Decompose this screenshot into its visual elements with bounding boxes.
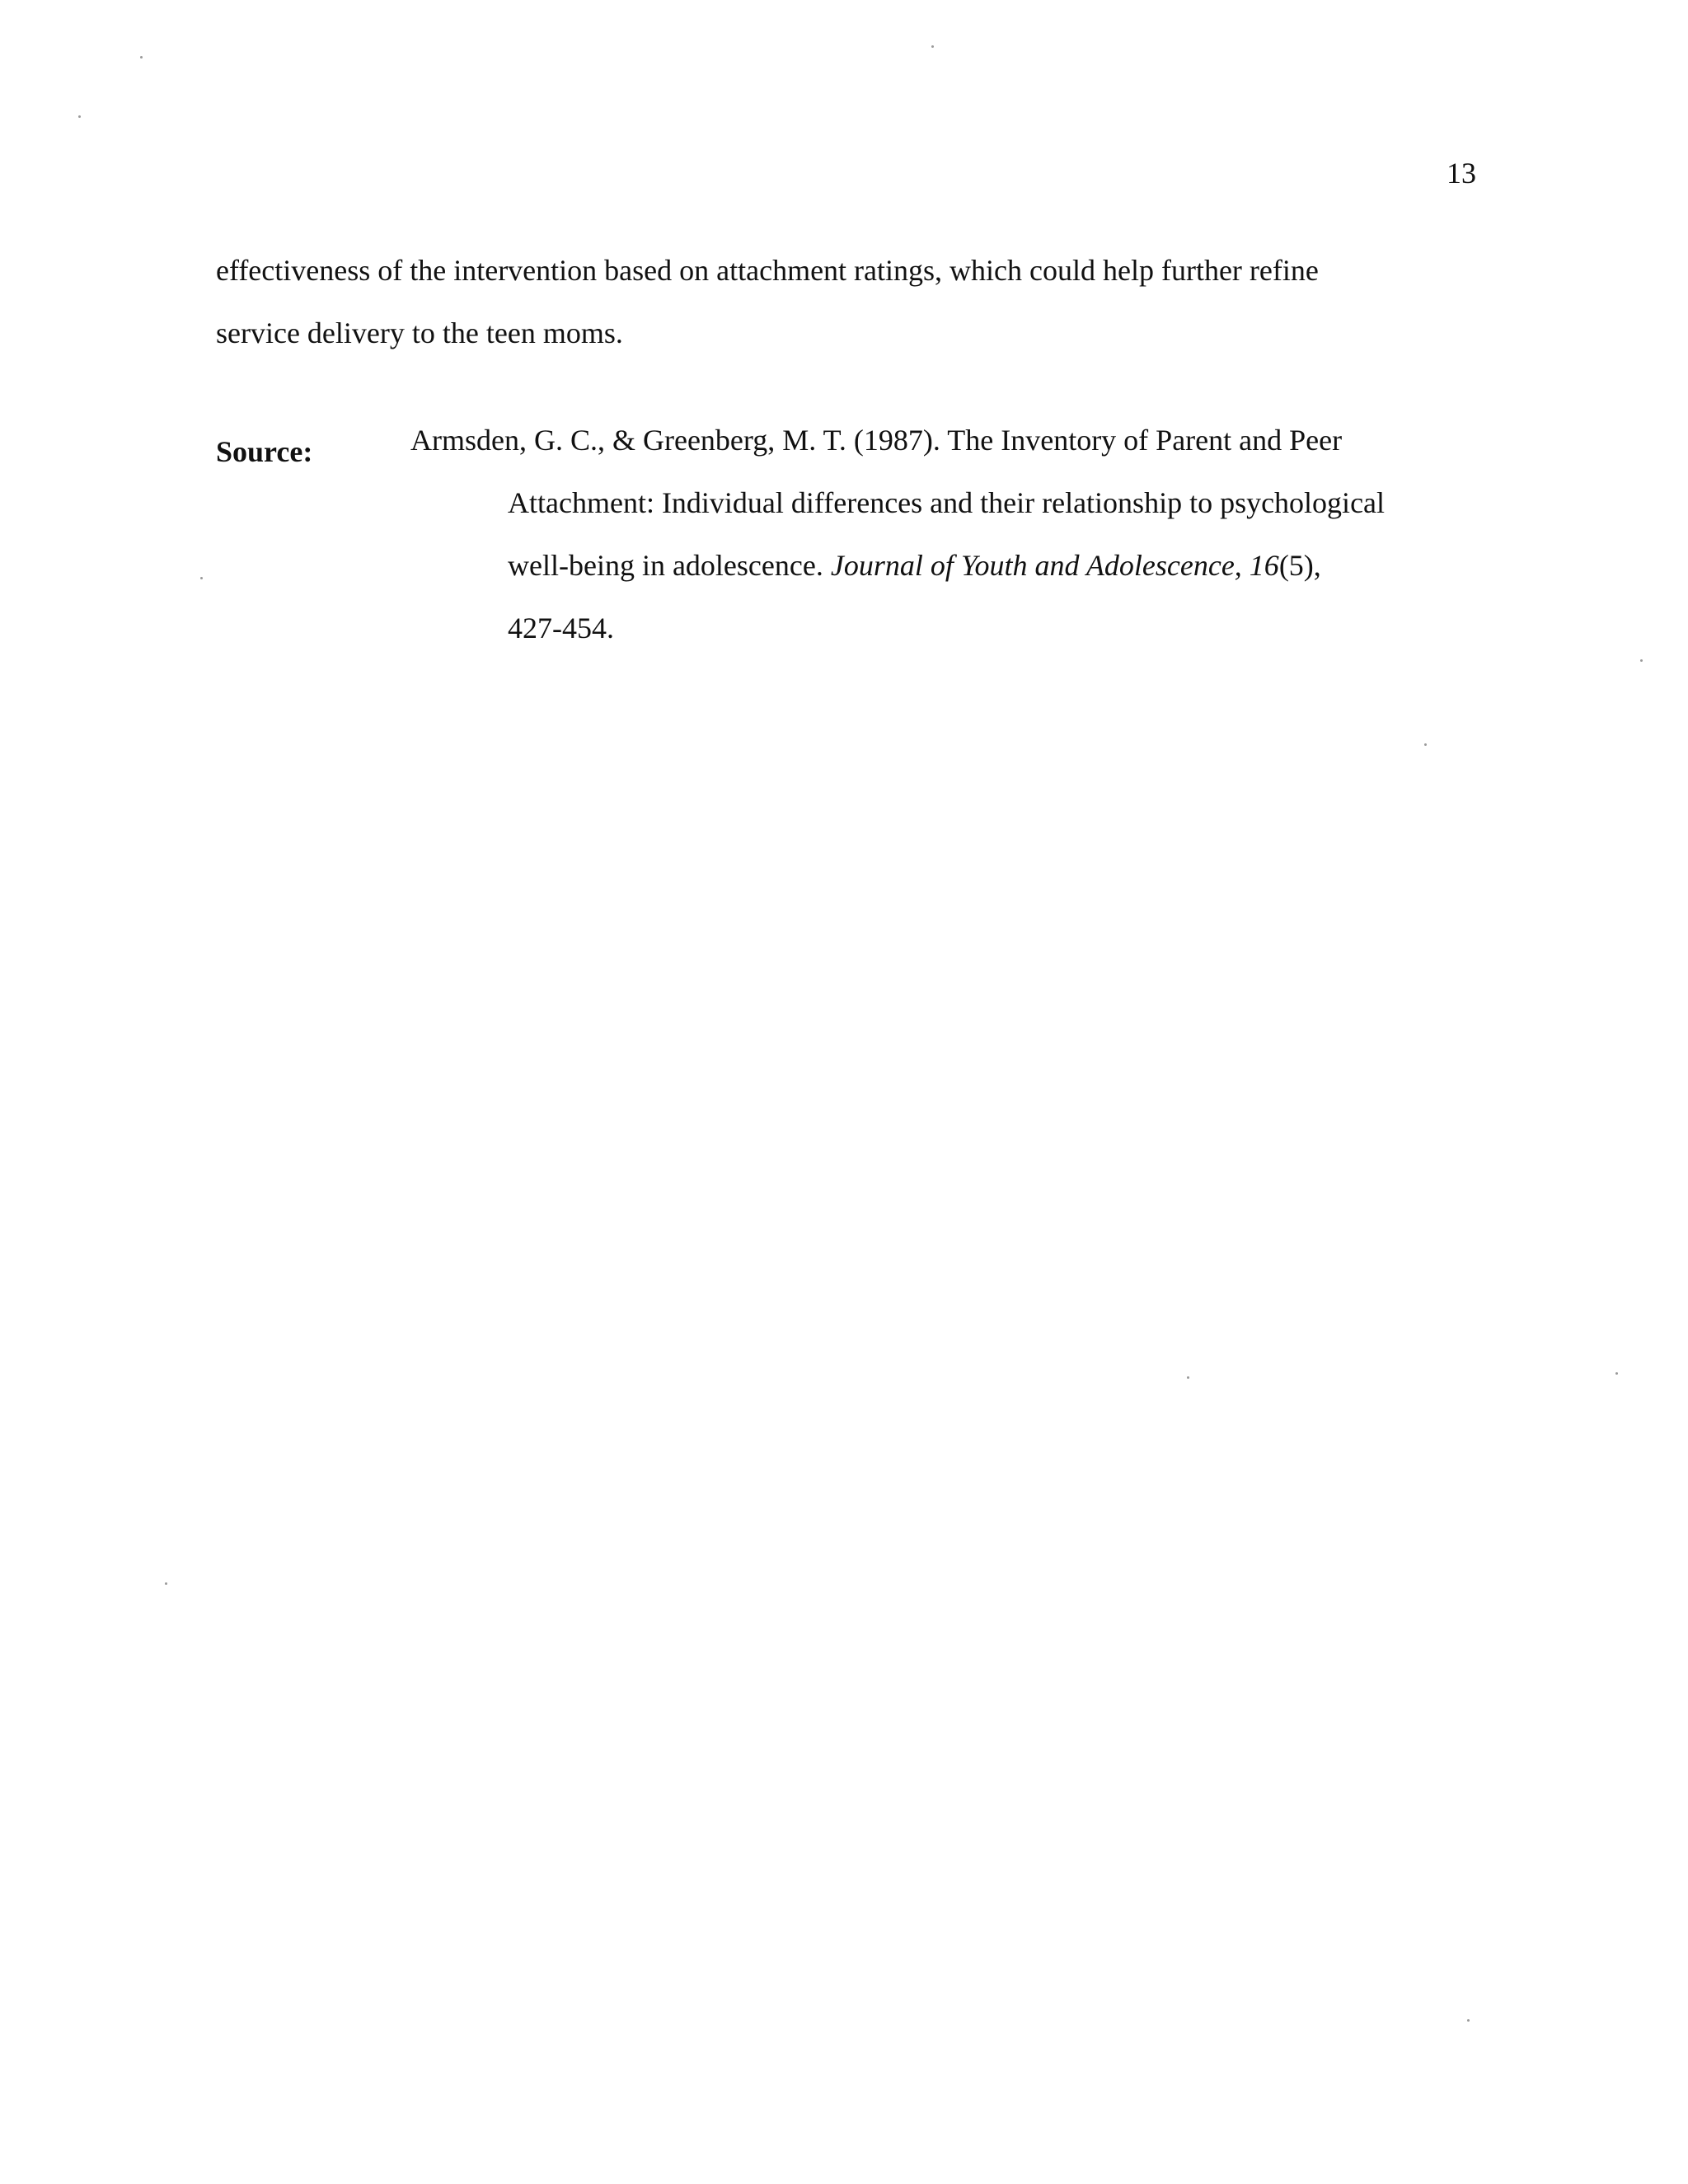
citation-line-3-prefix: well-being in adolescence. <box>508 549 831 582</box>
scan-speck <box>1467 2019 1470 2022</box>
citation-line-1: Armsden, G. C., & Greenberg, M. T. (1987). The Inventory of Parent and Peer <box>410 424 1343 457</box>
source-label: Source: <box>216 435 313 468</box>
scan-speck <box>1187 1376 1189 1379</box>
scan-speck <box>931 45 934 48</box>
body-line-1: effectiveness of the intervention based on attachment ratings, which could help further refine <box>216 254 1319 287</box>
scan-speck <box>200 577 203 579</box>
body-line-2: service delivery to the teen moms. <box>216 316 623 349</box>
scan-speck <box>1640 659 1643 662</box>
page-number: 13 <box>1447 157 1476 190</box>
source-citation <box>410 409 1498 659</box>
scan-speck <box>165 1582 167 1585</box>
scan-speck <box>1615 1372 1618 1375</box>
journal-title: Journal of Youth and Adolescence, 16 <box>830 549 1279 582</box>
citation-line-4: 427-454. <box>508 612 614 644</box>
body-paragraph <box>216 239 1469 364</box>
citation-line-2: Attachment: Individual differences and their relationship to psychological <box>508 486 1386 519</box>
scan-speck <box>78 115 81 118</box>
citation-line-3-suffix: (5), <box>1278 549 1321 582</box>
citation-line-3 <box>410 534 1498 597</box>
scan-speck <box>1424 743 1427 746</box>
scan-speck <box>140 56 143 59</box>
